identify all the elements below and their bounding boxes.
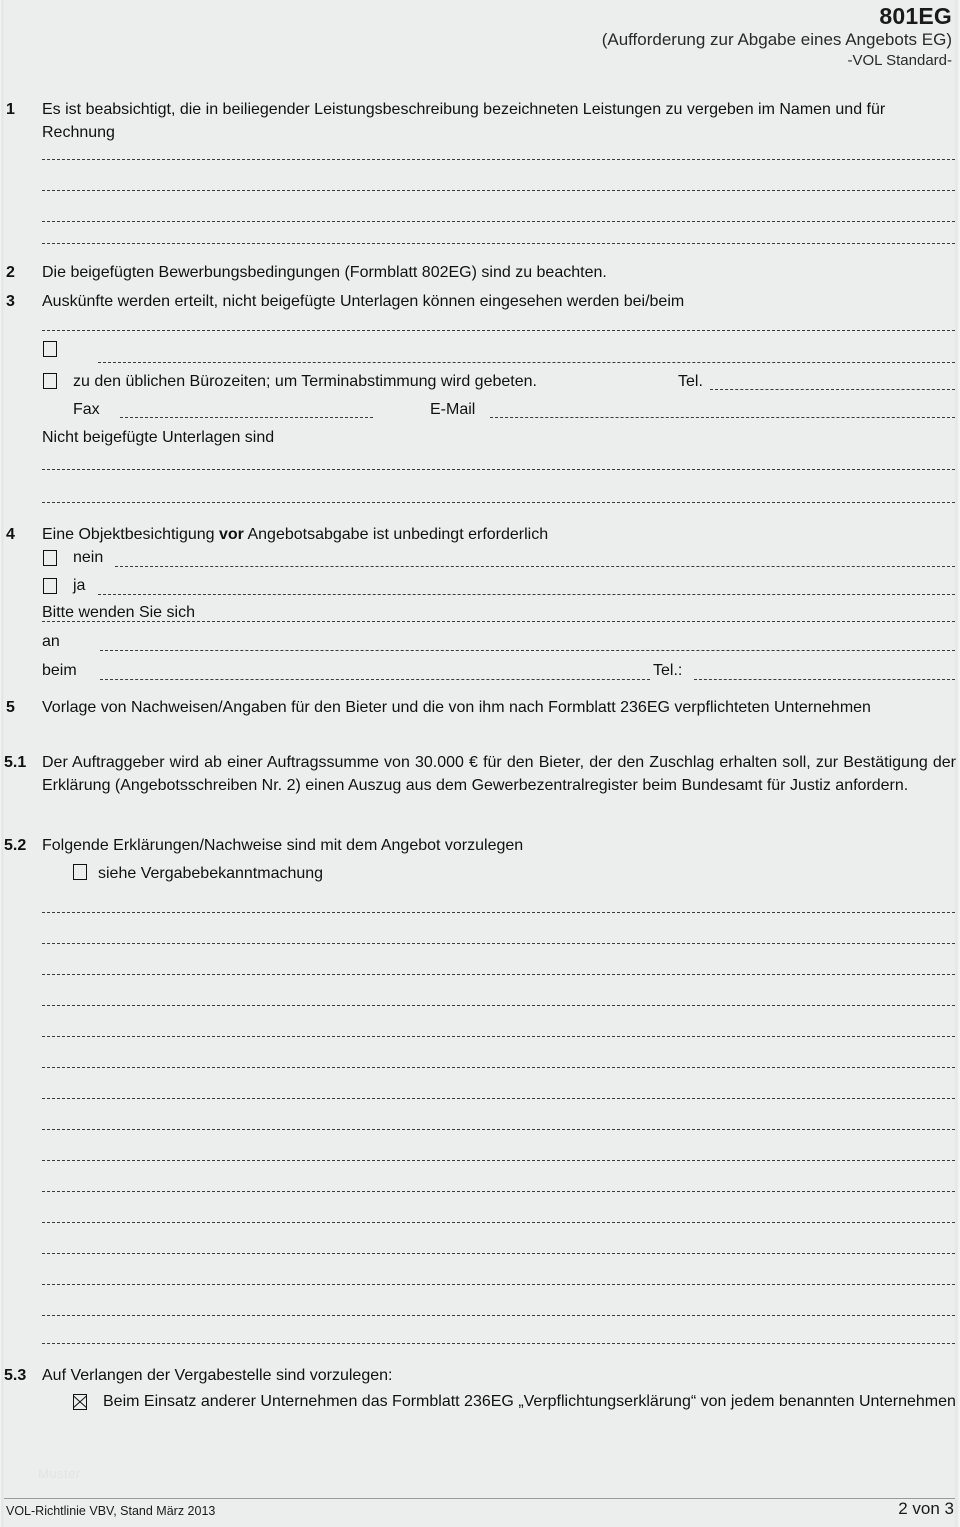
fill-line[interactable] [42, 190, 955, 191]
fill-line[interactable] [42, 221, 955, 222]
section-5-1-number: 5.1 [4, 754, 27, 771]
watermark-text: Muster [38, 1466, 81, 1481]
email-label: E-Mail [430, 401, 476, 418]
fill-line[interactable] [42, 159, 955, 160]
fill-line[interactable] [42, 943, 955, 944]
document-header [0, 0, 960, 71]
section-3-text: Auskünfte werden erteilt, nicht beigefügte Unterlagen können eingesehen werden bei/beim [42, 293, 685, 310]
fill-line[interactable] [98, 362, 955, 363]
office-hours-label: zu den üblichen Bürozeiten; um Terminabstimmung wird gebeten. [73, 373, 537, 390]
fax-input-line[interactable] [120, 417, 373, 418]
email-input-line[interactable] [490, 417, 955, 418]
footer-source-label: VOL-Richtlinie VBV, Stand März 2013 [6, 1504, 216, 1518]
fill-line[interactable] [42, 502, 955, 503]
an-input-line[interactable] [100, 650, 955, 651]
fill-line[interactable] [42, 1222, 955, 1223]
contact-instruction-label: Bitte wenden Sie sich [42, 604, 195, 621]
section-5-3-text: Auf Verlangen der Vergabestelle sind vorzulegen: [42, 1367, 393, 1384]
section-4-text [42, 523, 955, 546]
checkbox-inspection-yes[interactable] [43, 578, 57, 594]
checkbox-inspection-no[interactable] [43, 550, 57, 566]
section-4-text-emphasis: vor [219, 526, 244, 543]
section-4-text-after: Angebotsabgabe ist unbedingt erforderlich [243, 526, 549, 543]
fill-line[interactable] [42, 243, 955, 244]
fill-line[interactable] [42, 1098, 955, 1099]
fill-line[interactable] [42, 1036, 955, 1037]
fill-line[interactable] [42, 1005, 955, 1006]
checkbox-subcontractor-declaration[interactable] [73, 1394, 87, 1410]
tel-input-line-2[interactable] [694, 679, 955, 680]
fill-line[interactable] [42, 1191, 955, 1192]
section-1-text: Es ist beabsichtigt, die in beiliegender Leistungsbeschreibung bezeichneten Leistungen zu vergeben im Namen und für Rechnung [42, 101, 886, 141]
checkbox-office-hours[interactable] [43, 373, 57, 389]
fill-line[interactable] [42, 1253, 955, 1254]
checkbox-office-contact[interactable] [43, 341, 57, 357]
fill-line[interactable] [115, 566, 955, 567]
fill-line[interactable] [42, 974, 955, 975]
section-5-number: 5 [6, 699, 15, 716]
section-5-2-text: Folgende Erklärungen/Nachweise sind mit dem Angebot vorzulegen [42, 837, 524, 854]
beim-label: beim [42, 662, 77, 679]
fill-line[interactable] [42, 330, 955, 331]
option-no-label: nein [73, 549, 104, 566]
tel-label-2: Tel.: [653, 662, 683, 679]
fill-line[interactable] [42, 469, 955, 470]
fill-line[interactable] [42, 1067, 955, 1068]
section-1-number: 1 [6, 101, 15, 118]
fill-line[interactable] [42, 1343, 955, 1344]
section-5-1-text: Der Auftraggeber wird ab einer Auftragssumme von 30.000 € für den Bieter, der den Zuschlag erhalten soll, zur Bestätigung der Erklärung (Angebotsschreiben Nr. 2) einen Auszug aus dem Gewerbezentralregister beim Bundesamt für Justiz anfordern. [42, 754, 956, 794]
fill-line[interactable] [42, 1129, 955, 1130]
fill-line[interactable] [42, 1315, 955, 1316]
fill-line[interactable] [42, 912, 955, 913]
beim-input-line[interactable] [100, 679, 650, 680]
tel-label: Tel. [678, 373, 703, 390]
section-5-2-number: 5.2 [4, 837, 27, 854]
fill-line[interactable] [42, 621, 955, 622]
section-3-number: 3 [6, 293, 15, 310]
document-standard-label: -VOL Standard- [847, 52, 952, 69]
tel-input-line[interactable] [710, 389, 955, 390]
section-2-number: 2 [6, 264, 15, 281]
see-announcement-label: siehe Vergabebekanntmachung [98, 865, 324, 882]
document-code: 801EG [879, 3, 952, 29]
fill-line[interactable] [42, 1160, 955, 1161]
section-5-text: Vorlage von Nachweisen/Angaben für den Bieter und die von ihm nach Formblatt 236EG verpflichteten Unternehmen [42, 699, 871, 716]
subcontractor-declaration-label: Beim Einsatz anderer Unternehmen das Formblatt 236EG „Verpflichtungserklärung“ von jedem benannten Unternehmen [103, 1393, 956, 1410]
section-2-text: Die beigefügten Bewerbungsbedingungen (Formblatt 802EG) sind zu beachten. [42, 264, 607, 281]
checkbox-see-announcement[interactable] [73, 864, 87, 880]
fax-label: Fax [73, 401, 100, 418]
section-5-3-number: 5.3 [4, 1367, 27, 1384]
footer-divider [4, 1498, 955, 1499]
section-4-text-before: Eine Objektbesichtigung [42, 526, 219, 543]
document-subtitle: (Aufforderung zur Abgabe eines Angebots EG) [601, 30, 952, 49]
section-4-number: 4 [6, 526, 15, 543]
fill-line[interactable] [42, 1284, 955, 1285]
not-attached-label: Nicht beigefügte Unterlagen sind [42, 429, 275, 446]
an-label: an [42, 633, 60, 650]
option-yes-label: ja [73, 577, 86, 594]
footer-page-number: 2 von 3 [898, 1499, 954, 1518]
fill-line[interactable] [98, 594, 955, 595]
